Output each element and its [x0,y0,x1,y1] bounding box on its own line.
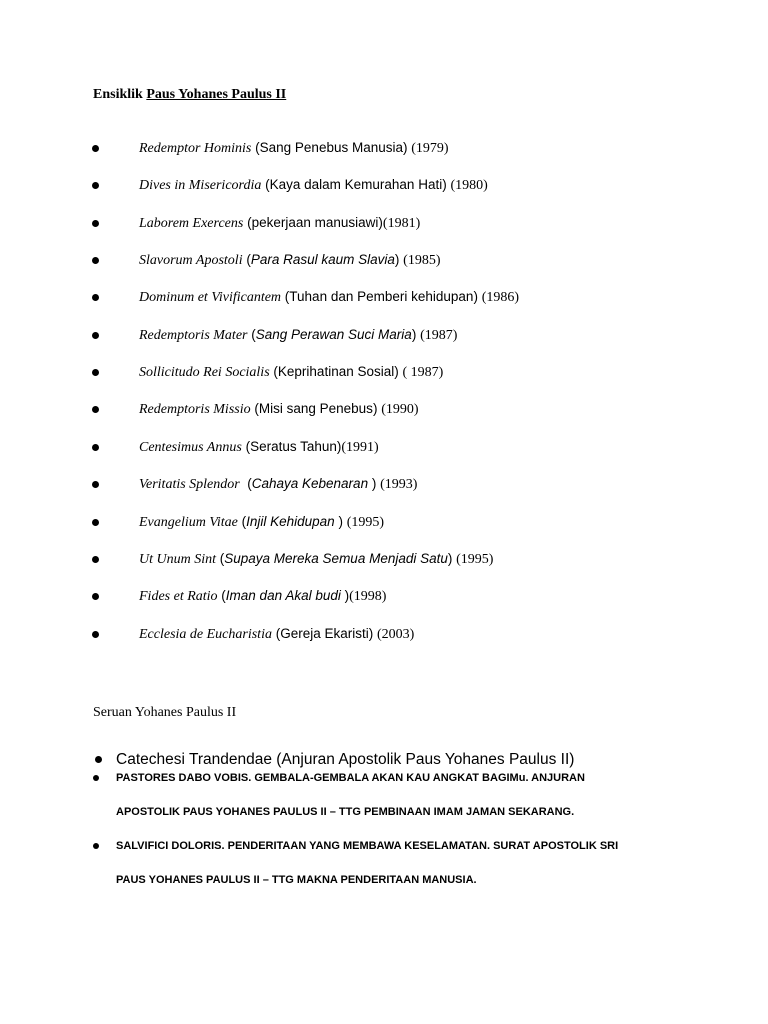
exhortation-text: PASTORES DABO VOBIS. GEMBALA-GEMBALA AKAN KAU ANGKAT BAGIMu. ANJURAN [116,772,585,784]
heading-link-paus-yohanes-paulus[interactable]: Paus Yohanes Paulus II [146,87,287,102]
encyclical-text [139,550,493,569]
encyclical-latin-title: Dives in Misericordia [139,178,262,193]
bullet-icon [92,481,99,488]
paren-open: ( [242,252,251,267]
encyclical-year: (1991) [341,440,379,455]
bullet-icon [92,406,99,413]
encyclical-year: (1979) [411,141,449,156]
encyclical-indonesian-title: pekerjaan manusiawi [251,215,379,230]
encyclical-year: (1981) [382,216,421,231]
encyclical-item [0,214,768,234]
paren-close: ) [411,327,421,342]
encyclical-indonesian-title: Sang Penebus Manusia [259,140,403,155]
encyclical-indonesian-title: Supaya Mereka Semua Menjadi Satu [224,551,448,566]
heading-prefix: Ensiklik [93,87,147,102]
encyclical-item [0,400,768,420]
paren-close: ) [447,551,457,566]
paren-close: ) [394,364,403,379]
paren-open: ( [216,551,225,566]
bullet-icon [92,593,99,600]
bullet-icon [92,220,99,227]
paren-close: ) [334,514,347,529]
encyclical-latin-title: Veritatis Splendor [139,477,240,492]
encyclical-text [139,400,419,419]
encyclical-indonesian-title: Tuhan dan Pemberi kehidupan [289,289,474,304]
encyclical-latin-title: Ecclesia de Eucharistia [139,627,272,642]
encyclical-item [0,176,768,196]
exhortation-text-continued: PAUS YOHANES PAULUS II – TTG MAKNA PENDERITAAN MANUSIA. [116,874,477,886]
bullet-icon [92,257,99,264]
exhortation-text-continued: APOSTOLIK PAUS YOHANES PAULUS II – TTG PEMBINAAN IMAM JAMAN SEKARANG. [116,806,575,818]
paren-open: ( [239,476,252,491]
encyclical-latin-title: Laborem Exercens [139,216,244,231]
encyclical-year: (1987) [420,328,458,343]
encyclical-indonesian-title: Seratus Tahun [250,439,337,454]
encyclical-text [139,288,519,307]
encyclical-text [139,139,449,158]
paren-open: ( [243,215,252,230]
paren-close: ) [368,476,381,491]
encyclical-indonesian-title: Misi sang Penebus [258,401,373,416]
encyclical-latin-title: Fides et Ratio [139,589,218,604]
encyclical-heading [93,87,286,103]
bullet-icon [93,843,99,849]
encyclical-latin-title: Ut Unum Sint [139,552,216,567]
encyclical-year: (1980) [450,178,488,193]
exhortation-text: Catechesi Trandendae (Anjuran Apostolik Paus Yohanes Paulus II) [116,751,575,768]
paren-open: ( [250,401,259,416]
paren-close: ) [442,177,451,192]
encyclical-latin-title: Slavorum Apostoli [139,253,243,268]
encyclical-year: (1993) [380,477,418,492]
paren-open: ( [271,626,281,641]
encyclical-indonesian-title: Gereja Ekaristi [280,626,369,641]
encyclical-indonesian-title: Sang Perawan Suci Maria [255,327,412,342]
bullet-icon [93,775,99,781]
encyclical-indonesian-title: Kaya dalam Kemurahan Hati [269,177,443,192]
bullet-icon [92,332,99,339]
paren-open: ( [247,327,256,342]
encyclical-item [0,513,768,533]
encyclical-indonesian-title: Injil Kehidupan [246,514,335,529]
paren-open: ( [281,289,290,304]
encyclical-item [0,288,768,308]
encyclical-text [139,587,386,606]
encyclical-item [0,438,768,458]
encyclical-text [139,513,384,532]
encyclical-latin-title: Redemptoris Mater [139,328,248,343]
encyclical-item [0,475,768,495]
bullet-icon [92,369,99,376]
encyclical-indonesian-title: Para Rasul kaum Slavia [250,252,395,267]
bullet-icon [95,756,102,763]
encyclical-year: (1985) [403,253,441,268]
paren-close: ) [336,439,342,454]
encyclical-latin-title: Redemptoris Missio [139,402,251,417]
paren-close: ) [378,215,383,230]
encyclical-year: (2003) [377,627,415,642]
encyclical-indonesian-title: Keprihatinan Sosial [277,364,395,379]
encyclical-latin-title: Evangelium Vitae [139,515,238,530]
bullet-icon [92,294,99,301]
encyclical-text [139,438,379,457]
encyclical-text [139,363,443,382]
paren-open: ( [237,514,247,529]
exhortation-text: SALVIFICI DOLORIS. PENDERITAAN YANG MEMBAWA KESELAMATAN. SURAT APOSTOLIK SRI [116,840,619,852]
paren-close: ) [403,140,412,155]
encyclical-text [139,326,457,345]
paren-close: ) [368,626,377,641]
encyclical-item [0,326,768,346]
encyclical-item [0,550,768,570]
paren-close: ) [372,401,382,416]
paren-open: ( [261,177,270,192]
encyclical-item [0,625,768,645]
bullet-icon [92,556,99,563]
encyclical-year: ( 1987) [402,365,444,380]
encyclical-text [139,475,417,494]
encyclical-indonesian-title: Cahaya Kebenaran [251,476,369,491]
encyclical-text [139,625,414,644]
paren-close: ) [394,252,404,267]
bullet-icon [92,444,99,451]
bullet-icon [92,631,99,638]
encyclical-text [139,176,488,195]
encyclical-item [0,251,768,271]
paren-open: ( [269,364,278,379]
encyclical-year: (1995) [346,515,385,530]
encyclical-item [0,587,768,607]
encyclical-latin-title: Redemptor Hominis [139,141,252,156]
encyclical-text [139,214,420,233]
encyclical-year: (1998) [349,589,387,604]
encyclical-item [0,363,768,383]
encyclical-item [0,139,768,159]
paren-close: ) [473,289,482,304]
encyclical-year: (1986) [481,290,520,305]
encyclical-indonesian-title: Iman dan Akal budi [225,588,341,603]
paren-open: ( [241,439,251,454]
encyclical-text [139,251,440,270]
bullet-icon [92,182,99,189]
encyclical-latin-title: Sollicitudo Rei Socialis [139,365,270,380]
paren-close: ) [340,588,350,603]
paren-open: ( [251,140,260,155]
paren-open: ( [217,588,226,603]
bullet-icon [92,145,99,152]
bullet-icon [92,519,99,526]
encyclical-year: (1990) [381,402,419,417]
encyclical-latin-title: Centesimus Annus [139,440,242,455]
encyclical-year: (1995) [456,552,494,567]
encyclical-latin-title: Dominum et Vivificantem [139,290,282,305]
exhortation-heading: Seruan Yohanes Paulus II [93,705,237,720]
